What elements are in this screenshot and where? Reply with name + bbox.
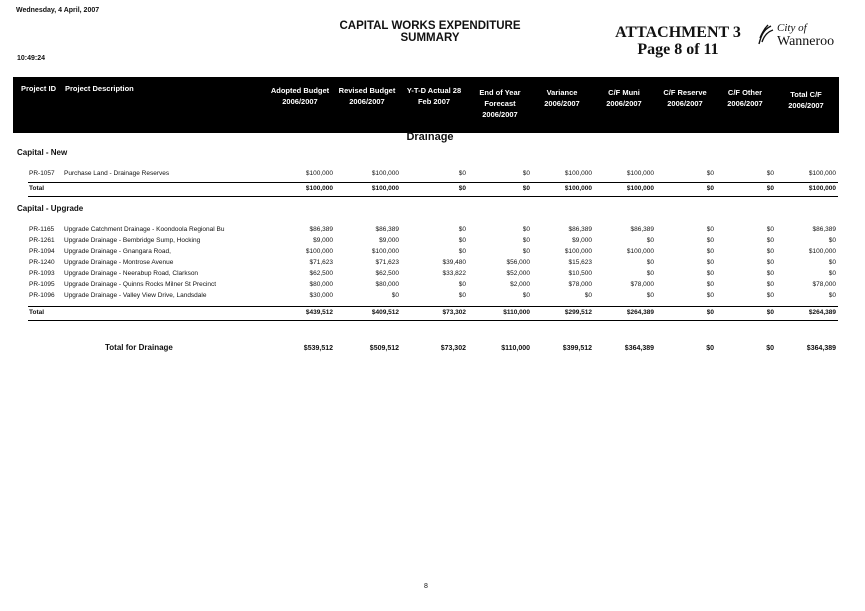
amount-cell: $0 [766, 185, 774, 192]
column-header-bar [13, 77, 839, 133]
amount-cell: $0 [706, 292, 714, 299]
amount-cell: $78,000 [568, 281, 592, 288]
amount-cell: $0 [766, 345, 774, 352]
project-id-cell: PR-1094 [29, 248, 55, 255]
amount-cell: $0 [766, 170, 774, 177]
amount-cell: $71,623 [309, 259, 333, 266]
table-row [0, 237, 865, 248]
report-title-line2: SUMMARY [400, 32, 460, 44]
project-desc-cell: Purchase Land - Drainage Reserves [64, 170, 170, 177]
amount-cell: $399,512 [562, 345, 592, 352]
city-logo [757, 22, 839, 58]
amount-cell: $0 [646, 270, 654, 277]
col-adopted: Adopted Budget 2006/2007 [270, 86, 330, 106]
amount-cell: $100,000 [305, 185, 333, 192]
amount-cell: $110,000 [503, 309, 530, 316]
logo-name-text: Wanneroo [777, 34, 835, 49]
amount-cell: $0 [706, 237, 714, 244]
page-number: 8 [424, 583, 428, 590]
col-cf-other: C/F Other 2006/2007 [727, 88, 763, 108]
amount-cell: $100,000 [626, 170, 654, 177]
grand-total [0, 343, 865, 354]
amount-cell: $9,000 [572, 237, 592, 244]
amount-cell: $0 [706, 185, 714, 192]
amount-cell: $0 [766, 237, 774, 244]
attachment-number: ATTACHMENT 3 [615, 24, 741, 41]
grand-total-label: Total for Drainage [105, 343, 173, 352]
amount-cell: $0 [706, 309, 714, 316]
amount-cell: $80,000 [309, 281, 333, 288]
amount-cell: $264,389 [808, 309, 836, 316]
amount-cell: $0 [646, 237, 654, 244]
amount-cell: $0 [458, 292, 466, 299]
amount-cell: $0 [706, 345, 714, 352]
amount-cell: $62,500 [375, 270, 399, 277]
amount-cell: $409,512 [371, 309, 399, 316]
table-row [0, 248, 865, 259]
group-heading: Capital - Upgrade [17, 204, 84, 213]
amount-cell: $0 [706, 248, 714, 255]
amount-cell: $0 [766, 259, 774, 266]
amount-cell: $33,822 [442, 270, 466, 277]
amount-cell: $439,512 [305, 309, 333, 316]
amount-cell: $0 [458, 248, 466, 255]
project-id-cell: PR-1261 [29, 237, 55, 244]
total-row [0, 185, 865, 196]
amount-cell: $15,623 [568, 259, 592, 266]
amount-cell: $86,389 [309, 226, 333, 233]
amount-cell: $39,480 [442, 259, 466, 266]
amount-cell: $0 [828, 292, 836, 299]
amount-cell: $86,389 [630, 226, 654, 233]
amount-cell: $100,000 [564, 248, 592, 255]
amount-cell: $62,500 [309, 270, 333, 277]
project-desc-cell: Upgrade Catchment Drainage - Koondoola Regional Bu [64, 226, 225, 233]
amount-cell: $78,000 [630, 281, 654, 288]
amount-cell: $78,000 [812, 281, 836, 288]
table-row [0, 281, 865, 292]
report-date: Wednesday, 4 April, 2007 [16, 7, 100, 14]
amount-cell: $0 [646, 292, 654, 299]
amount-cell: $2,000 [510, 281, 530, 288]
amount-cell: $9,000 [313, 237, 333, 244]
amount-cell: $0 [458, 170, 466, 177]
amount-cell: $364,389 [624, 345, 654, 352]
amount-cell: $100,000 [564, 170, 592, 177]
amount-cell: $0 [828, 237, 836, 244]
logo-icon [757, 24, 775, 46]
project-desc-cell: Upgrade Drainage - Valley View Drive, Landsdale [64, 292, 207, 299]
amount-cell: $100,000 [305, 248, 333, 255]
amount-cell: $86,389 [375, 226, 399, 233]
amount-cell: $100,000 [626, 185, 654, 192]
amount-cell: $0 [706, 226, 714, 233]
amount-cell: $0 [766, 292, 774, 299]
amount-cell: $0 [706, 270, 714, 277]
project-id-cell: PR-1096 [29, 292, 55, 299]
total-rule [28, 320, 838, 321]
section-title: Drainage [406, 131, 454, 143]
amount-cell: $86,389 [812, 226, 836, 233]
amount-cell: $0 [522, 237, 530, 244]
project-desc-cell: Upgrade Drainage - Montrose Avenue [64, 259, 174, 266]
amount-cell: $10,500 [568, 270, 592, 277]
report-title [320, 20, 540, 44]
total-rule [28, 182, 838, 183]
amount-cell: $0 [522, 226, 530, 233]
amount-cell: $0 [766, 309, 774, 316]
amount-cell: $0 [706, 170, 714, 177]
amount-cell: $30,000 [309, 292, 333, 299]
total-row [0, 309, 865, 320]
attachment-label [608, 24, 748, 58]
project-desc-cell: Upgrade Drainage - Bembridge Sump, Hocking [64, 237, 201, 244]
col-cf-muni: C/F Muni 2006/2007 [606, 88, 642, 108]
amount-cell: $0 [522, 170, 530, 177]
project-desc-cell: Upgrade Drainage - Neerabup Road, Clarkson [64, 270, 199, 277]
amount-cell: $0 [706, 259, 714, 266]
amount-cell: $100,000 [371, 248, 399, 255]
project-id-cell: PR-1093 [29, 270, 55, 277]
col-total-cf: Total C/F 2006/2007 [788, 90, 824, 110]
amount-cell: $71,623 [375, 259, 399, 266]
amount-cell: $364,389 [806, 345, 836, 352]
col-eoy: End of Year Forecast 2006/2007 [479, 88, 521, 119]
project-desc-cell: Upgrade Drainage - Quinns Rocks Milner St Precinct [64, 281, 217, 288]
amount-cell: $100,000 [371, 170, 399, 177]
report-time: 10:49:24 [17, 55, 46, 62]
project-id-cell: PR-1095 [29, 281, 55, 288]
amount-cell: $264,389 [626, 309, 654, 316]
amount-cell: $100,000 [808, 170, 836, 177]
amount-cell: $509,512 [369, 345, 399, 352]
amount-cell: $0 [522, 248, 530, 255]
amount-cell: $80,000 [375, 281, 399, 288]
amount-cell: $100,000 [305, 170, 333, 177]
amount-cell: $539,512 [303, 345, 333, 352]
col-variance: Variance 2006/2007 [544, 88, 580, 108]
amount-cell: $100,000 [626, 248, 654, 255]
total-rule [28, 306, 838, 307]
amount-cell: $9,000 [379, 237, 399, 244]
project-desc-cell: Total [29, 185, 45, 192]
amount-cell: $100,000 [808, 185, 836, 192]
col-project-desc: Project Description [65, 84, 134, 93]
project-id-cell: PR-1057 [29, 170, 55, 177]
page-label: Page 8 of 11 [637, 41, 719, 58]
amount-cell: $0 [584, 292, 592, 299]
amount-cell: $299,512 [564, 309, 592, 316]
report-title-line1: CAPITAL WORKS EXPENDITURE [339, 20, 521, 32]
project-id-cell: PR-1165 [29, 226, 55, 233]
amount-cell: $0 [766, 270, 774, 277]
amount-cell: $0 [828, 270, 836, 277]
amount-cell: $86,389 [568, 226, 592, 233]
amount-cell: $0 [828, 259, 836, 266]
amount-cell: $73,302 [440, 345, 466, 352]
amount-cell: $0 [646, 259, 654, 266]
amount-cell: $0 [766, 281, 774, 288]
amount-cell: $0 [766, 226, 774, 233]
amount-cell: $0 [522, 185, 530, 192]
amount-cell: $0 [458, 185, 466, 192]
amount-cell: $0 [706, 281, 714, 288]
amount-cell: $100,000 [808, 248, 836, 255]
project-desc-cell: Upgrade Drainage - Gnangara Road, [64, 248, 171, 255]
table-row [0, 292, 865, 303]
amount-cell: $0 [458, 226, 466, 233]
amount-cell: $0 [458, 237, 466, 244]
amount-cell: $0 [458, 281, 466, 288]
col-project-id: Project ID [21, 84, 57, 93]
amount-cell: $0 [766, 248, 774, 255]
project-desc-cell: Total [29, 309, 45, 316]
table-row [0, 259, 865, 270]
total-rule [28, 196, 838, 197]
group-heading: Capital - New [17, 148, 68, 157]
table-row [0, 270, 865, 281]
amount-cell: $56,000 [506, 259, 530, 266]
col-cf-reserve: C/F Reserve 2006/2007 [663, 88, 707, 108]
amount-cell: $0 [522, 292, 530, 299]
amount-cell: $100,000 [371, 185, 399, 192]
col-revised: Revised Budget 2006/2007 [338, 86, 396, 106]
table-row [0, 226, 865, 237]
project-id-cell: PR-1240 [29, 259, 55, 266]
amount-cell: $0 [391, 292, 399, 299]
amount-cell: $110,000 [501, 345, 530, 352]
table-row [0, 170, 865, 181]
amount-cell: $100,000 [564, 185, 592, 192]
col-ytd: Y-T-D Actual 28 Feb 2007 [406, 86, 462, 106]
logo-city-text: City of [777, 22, 807, 34]
amount-cell: $73,302 [442, 309, 466, 316]
amount-cell: $52,000 [506, 270, 530, 277]
